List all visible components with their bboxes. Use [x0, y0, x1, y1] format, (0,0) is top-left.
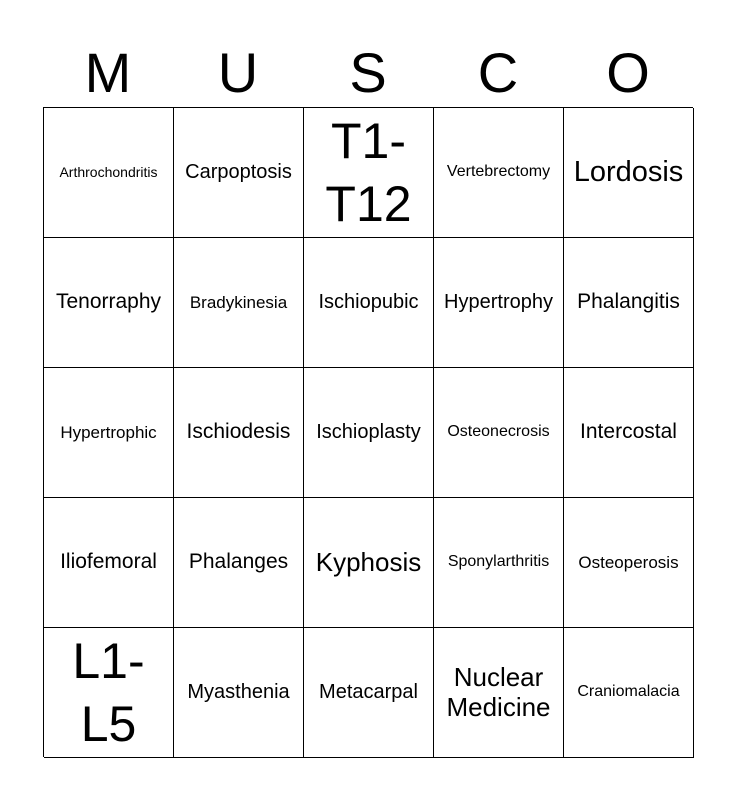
bingo-cell[interactable]: L1-L5: [44, 628, 174, 758]
bingo-cell[interactable]: Vertebrectomy: [434, 108, 564, 238]
header-letter-u: U: [217, 41, 259, 104]
bingo-cell[interactable]: Myasthenia: [174, 628, 304, 758]
bingo-cell[interactable]: Intercostal: [564, 368, 694, 498]
bingo-cell[interactable]: Tenorraphy: [44, 238, 174, 368]
bingo-cell[interactable]: Osteonecrosis: [434, 368, 564, 498]
bingo-cell[interactable]: Ischiodesis: [174, 368, 304, 498]
bingo-cell[interactable]: Ischiopubic: [304, 238, 434, 368]
header-letter-o: O: [606, 41, 650, 104]
bingo-cell[interactable]: Kyphosis: [304, 498, 434, 628]
bingo-cell[interactable]: Lordosis: [564, 108, 694, 238]
header-letter-m: M: [84, 41, 132, 104]
bingo-cell[interactable]: T1-T12: [304, 108, 434, 238]
bingo-cell[interactable]: Phalanges: [174, 498, 304, 628]
bingo-header: [43, 40, 693, 106]
bingo-cell[interactable]: Bradykinesia: [174, 238, 304, 368]
bingo-cell[interactable]: Sponylarthritis: [434, 498, 564, 628]
header-letter-c: C: [477, 41, 519, 104]
bingo-cell[interactable]: Craniomalacia: [564, 628, 694, 758]
bingo-cell[interactable]: Osteoperosis: [564, 498, 694, 628]
header-letter-s: S: [349, 41, 387, 104]
bingo-cell[interactable]: Hypertrophic: [44, 368, 174, 498]
bingo-board: [43, 107, 693, 757]
bingo-cell[interactable]: Arthrochondritis: [44, 108, 174, 238]
bingo-cell[interactable]: Phalangitis: [564, 238, 694, 368]
bingo-cell[interactable]: Metacarpal: [304, 628, 434, 758]
bingo-cell[interactable]: Hypertrophy: [434, 238, 564, 368]
bingo-cell[interactable]: Iliofemoral: [44, 498, 174, 628]
bingo-cell[interactable]: Ischioplasty: [304, 368, 434, 498]
bingo-cell[interactable]: Carpoptosis: [174, 108, 304, 238]
bingo-cell[interactable]: Nuclear Medicine: [434, 628, 564, 758]
